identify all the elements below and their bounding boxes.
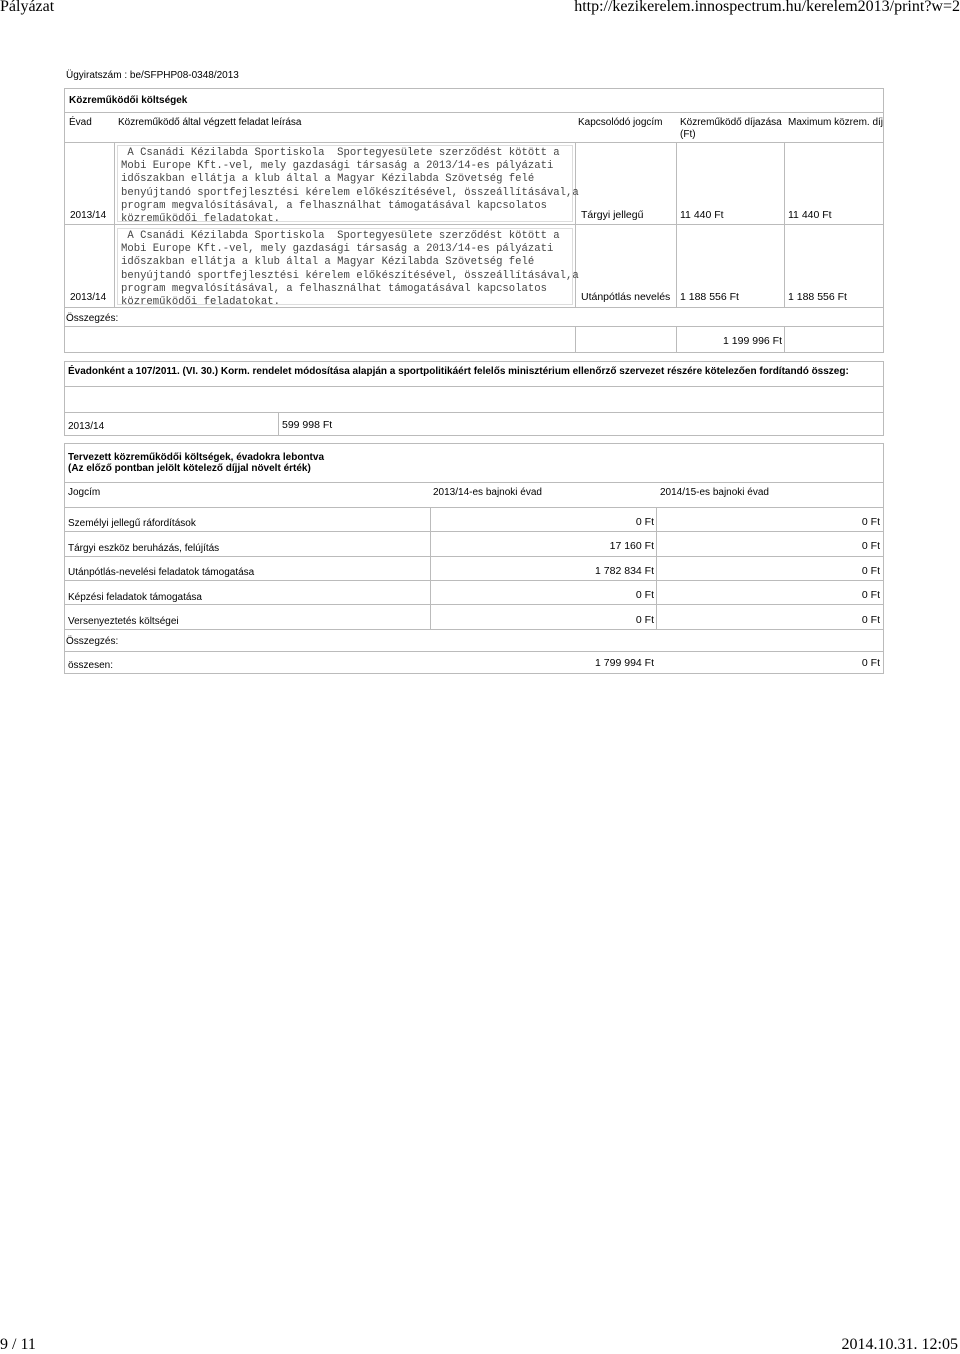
row-fee: 11 440 Ft xyxy=(680,209,724,221)
cost-value-2013-14: 1 782 834 Ft xyxy=(595,565,654,577)
cost-category-label: Utánpótlás-nevelési feladatok támogatása xyxy=(68,567,255,578)
cost-value-2014-15: 0 Ft xyxy=(861,614,880,626)
divider xyxy=(64,556,884,557)
planned-costs-section xyxy=(64,443,884,674)
divider xyxy=(64,482,884,483)
print-page-url: http://kezikerelem.innospectrum.hu/kerelem2013/print?w=2 xyxy=(574,0,960,15)
task-description: A Csanádi Kézilabda Sportiskola Sportegyesülete szerződést kötött a Mobi Europe Kft.-vel, mely gazdasági társaság a 2013/14-es pályázati időszakban ellátja a klub által a Magyar Kézilabda Szövetség felé benyújtandó sportfejlesztési kérelem előkészítésével, összeállításával,a program megvalósításával, a felhasználhat támogatásával kapcsolatos közreműködői feladatokat. xyxy=(117,145,573,222)
summary-label: Összegzés: xyxy=(66,313,119,324)
planned-total-2013-14: 1 799 994 Ft xyxy=(595,657,654,669)
column-header-fee-unit: (Ft) xyxy=(680,129,696,140)
divider xyxy=(64,604,884,605)
divider xyxy=(64,629,884,630)
cost-value-2014-15: 0 Ft xyxy=(861,540,880,552)
cost-value-2013-14: 0 Ft xyxy=(635,589,654,601)
divider xyxy=(64,651,884,652)
divider xyxy=(278,412,279,436)
divider xyxy=(656,507,657,629)
column-header-max-fee: Maximum közrem. díj xyxy=(788,117,884,128)
row-season: 2013/14 xyxy=(70,210,107,221)
print-page-title: Pályázat xyxy=(0,0,55,15)
divider xyxy=(430,507,431,629)
column-header-description: Közreműködő által végzett feladat leírása xyxy=(118,117,302,128)
cost-category-label: Képzési feladatok támogatása xyxy=(68,592,202,603)
divider xyxy=(64,507,884,508)
cost-value-2013-14: 0 Ft xyxy=(635,516,654,528)
divider xyxy=(64,386,884,387)
cost-value-2014-15: 0 Ft xyxy=(861,516,880,528)
column-header-legal-basis: Kapcsolódó jogcím xyxy=(578,117,663,128)
planned-costs-subtitle: (Az előző pontban jelölt kötelező díjjal növelt érték) xyxy=(68,463,311,474)
planned-costs-title: Tervezett közreműködői költségek, évadokra lebontva xyxy=(68,452,325,463)
divider xyxy=(64,580,884,581)
task-description: A Csanádi Kézilabda Sportiskola Sportegyesülete szerződést kötött a Mobi Europe Kft.-vel, mely gazdasági társaság a 2013/14-es pályázati időszakban ellátja a klub által a Magyar Kézilabda Szövetség felé benyújtandó sportfejlesztési kérelem előkészítésével, összeállításával,a program megvalósításával, a felhasználhat támogatásával kapcsolatos közreműködői feladatokat. xyxy=(117,228,573,305)
mandatory-amount: 599 998 Ft xyxy=(282,419,333,431)
row-season: 2013/14 xyxy=(70,292,107,303)
cost-value-2014-15: 0 Ft xyxy=(861,565,880,577)
print-page-number: 9 / 11 xyxy=(0,1336,36,1353)
planned-total-2014-15: 0 Ft xyxy=(861,657,880,669)
cost-category-label: Tárgyi eszköz beruházás, felújítás xyxy=(68,543,220,554)
divider xyxy=(64,326,884,327)
divider xyxy=(575,326,576,353)
row-fee: 1 188 556 Ft xyxy=(680,291,739,303)
mandatory-amount-title: Évadonként a 107/2011. (VI. 30.) Korm. rendelet módosítása alapján a sportpolitikáért felelős minisztérium ellenőrző szervezet részére kötelezően fordítandó összeg: xyxy=(68,366,849,377)
row-legal-basis: Tárgyi jellegű xyxy=(581,209,644,221)
cost-value-2013-14: 0 Ft xyxy=(635,614,654,626)
cost-value-2014-15: 0 Ft xyxy=(861,589,880,601)
row-max-fee: 1 188 556 Ft xyxy=(788,291,847,303)
planned-summary-label: Összegzés: xyxy=(66,636,119,647)
cost-category-label: Személyi jellegű ráfordítások xyxy=(68,518,196,529)
column-header-season-2014-15: 2014/15-es bajnoki évad xyxy=(660,487,769,498)
divider xyxy=(784,326,785,353)
column-header-season-2013-14: 2013/14-es bajnoki évad xyxy=(433,487,542,498)
divider xyxy=(64,412,884,413)
divider xyxy=(64,112,884,113)
divider xyxy=(64,142,884,143)
column-header-fee: Közreműködő díjazása xyxy=(680,117,782,128)
row-legal-basis: Utánpótlás nevelés xyxy=(581,291,671,303)
column-header-season: Évad xyxy=(69,117,92,128)
summary-total: 1 199 996 Ft xyxy=(723,335,782,347)
case-number: Ügyiratszám : be/SFPHP08-0348/2013 xyxy=(66,70,239,81)
section-title: Közreműködői költségek xyxy=(69,95,188,106)
cost-category-label: Versenyeztetés költségei xyxy=(68,616,179,627)
column-header-legal-basis: Jogcím xyxy=(68,487,101,498)
mandatory-season: 2013/14 xyxy=(68,421,105,432)
planned-total-label: összesen: xyxy=(68,660,114,671)
cost-value-2013-14: 17 160 Ft xyxy=(609,540,654,552)
print-datetime: 2014.10.31. 12:05 xyxy=(841,1336,958,1353)
row-max-fee: 11 440 Ft xyxy=(788,209,832,221)
divider xyxy=(64,531,884,532)
